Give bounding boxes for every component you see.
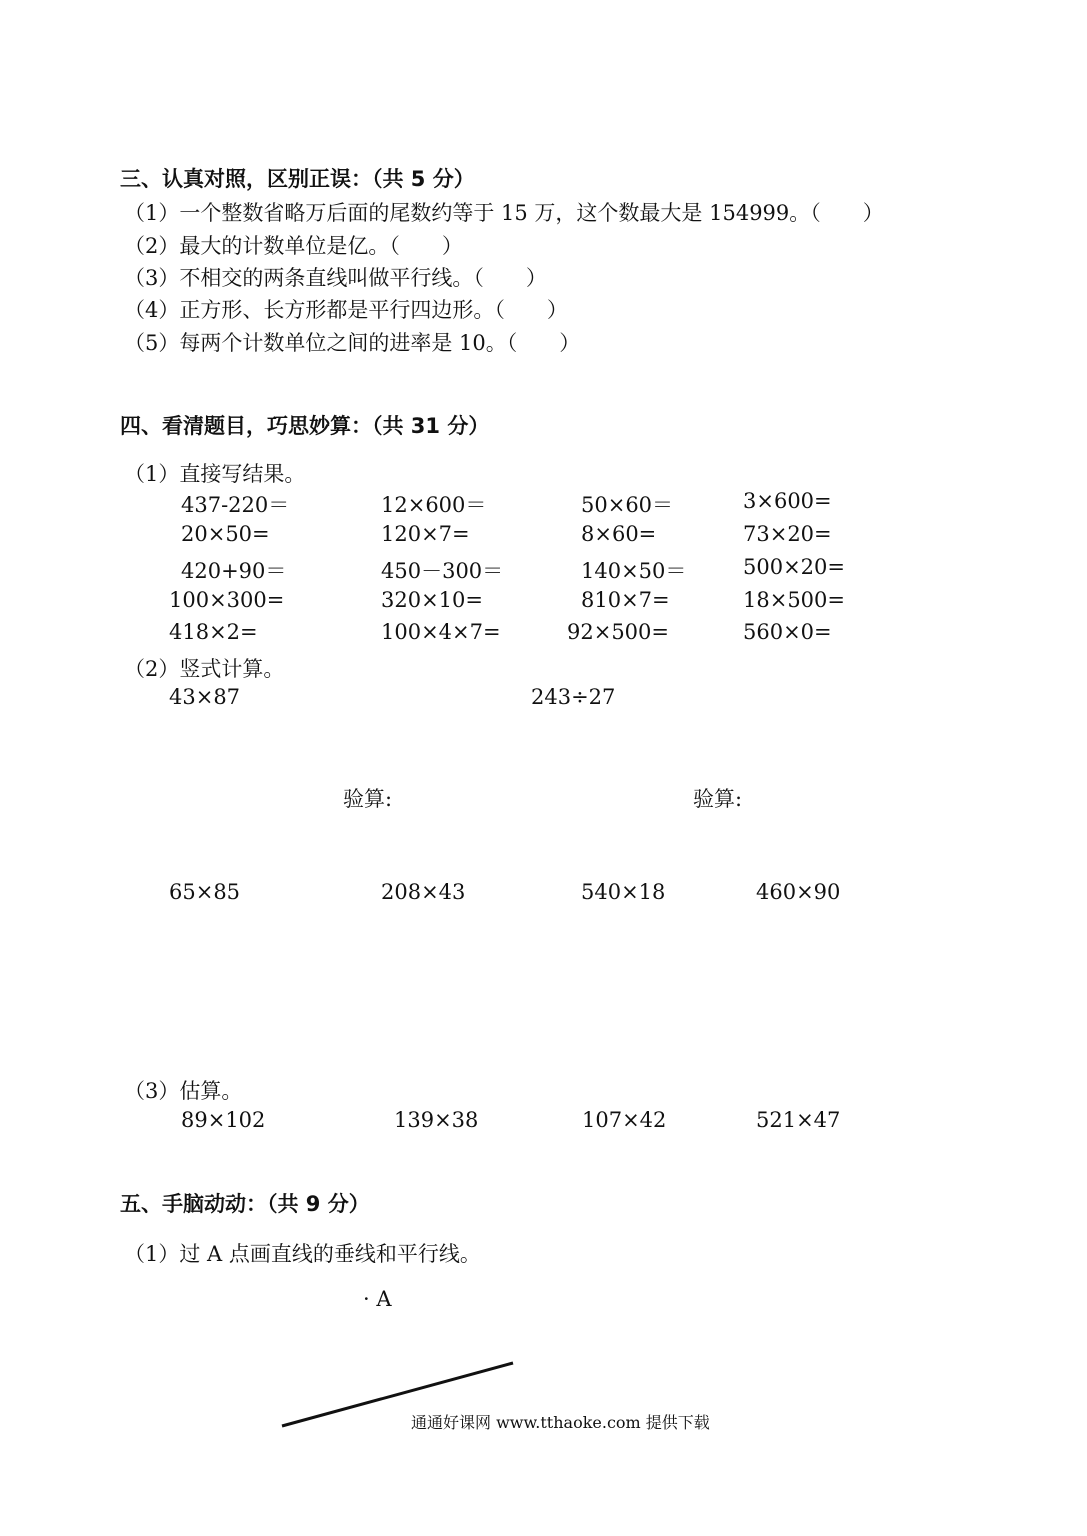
footer-credit: 通通好课网 www.tthaoke.com 提供下载 <box>411 1413 710 1432</box>
check-label: 验算: <box>343 787 393 811</box>
section-3-item-4: （4）正方形、长方形都是平行四边形。（ ） <box>124 298 568 322</box>
oral-calc-item: 320×10= <box>381 588 483 612</box>
vertical-calc-problem: 540×18 <box>581 880 666 904</box>
check-label: 验算: <box>693 787 743 811</box>
section-4-part-3-label: （3）估算。 <box>124 1079 243 1103</box>
estimate-problem: 89×102 <box>181 1108 266 1132</box>
section-4-part-2-label: （2）竖式计算。 <box>124 657 285 681</box>
section-4-heading: 四、看清题目，巧思妙算：（共 31 分） <box>120 414 490 438</box>
oral-calc-item: 120×7= <box>381 522 470 546</box>
oral-calc-item: 3×600= <box>743 489 832 513</box>
section-3-item-3: （3）不相交的两条直线叫做平行线。（ ） <box>124 266 547 290</box>
oral-calc-item: 8×60= <box>581 522 657 546</box>
vertical-calc-problem: 243÷27 <box>531 685 616 709</box>
estimate-problem: 107×42 <box>582 1108 667 1132</box>
estimate-problem: 139×38 <box>394 1108 479 1132</box>
section-3-item-2: （2）最大的计数单位是亿。（ ） <box>124 234 463 258</box>
section-5-heading: 五、手脑动动：（共 9 分） <box>120 1192 370 1216</box>
vertical-calc-problem: 43×87 <box>169 685 241 709</box>
oral-calc-item: 12×600＝ <box>381 493 487 517</box>
vertical-calc-problem: 65×85 <box>169 880 241 904</box>
oral-calc-item: 418×2= <box>169 620 258 644</box>
oral-calc-item: 20×50= <box>181 522 270 546</box>
oral-calc-item: 100×300= <box>169 588 285 612</box>
section-3-heading: 三、认真对照，区别正误：（共 5 分） <box>120 167 475 191</box>
vertical-calc-problem: 208×43 <box>381 880 466 904</box>
oral-calc-item: 140×50＝ <box>581 559 687 583</box>
oral-calc-item: 73×20= <box>743 522 832 546</box>
oral-calc-item: 18×500= <box>743 588 845 612</box>
section-3-item-1: （1）一个整数省略万后面的尾数约等于 15 万，这个数最大是 154999。（ ） <box>124 201 884 225</box>
oral-calc-item: 437-220＝ <box>181 493 290 517</box>
estimate-problem: 521×47 <box>756 1108 841 1132</box>
oral-calc-item: 92×500= <box>567 620 669 644</box>
oral-calc-item: 810×7= <box>581 588 670 612</box>
section-4-part-1-label: （1）直接写结果。 <box>124 462 306 486</box>
oral-calc-item: 560×0= <box>743 620 832 644</box>
oral-calc-item: 50×60＝ <box>581 493 674 517</box>
oral-calc-item: 420+90＝ <box>181 559 287 583</box>
vertical-calc-problem: 460×90 <box>756 880 841 904</box>
section-3-item-5: （5）每两个计数单位之间的进率是 10。（ ） <box>124 331 581 355</box>
oral-calc-item: 500×20= <box>743 555 845 579</box>
point-a-label: · A <box>363 1287 392 1311</box>
oral-calc-item: 450－300＝ <box>381 559 504 583</box>
oral-calc-item: 100×4×7= <box>381 620 501 644</box>
section-5-part-1-label: （1）过 A 点画直线的垂线和平行线。 <box>124 1242 481 1266</box>
